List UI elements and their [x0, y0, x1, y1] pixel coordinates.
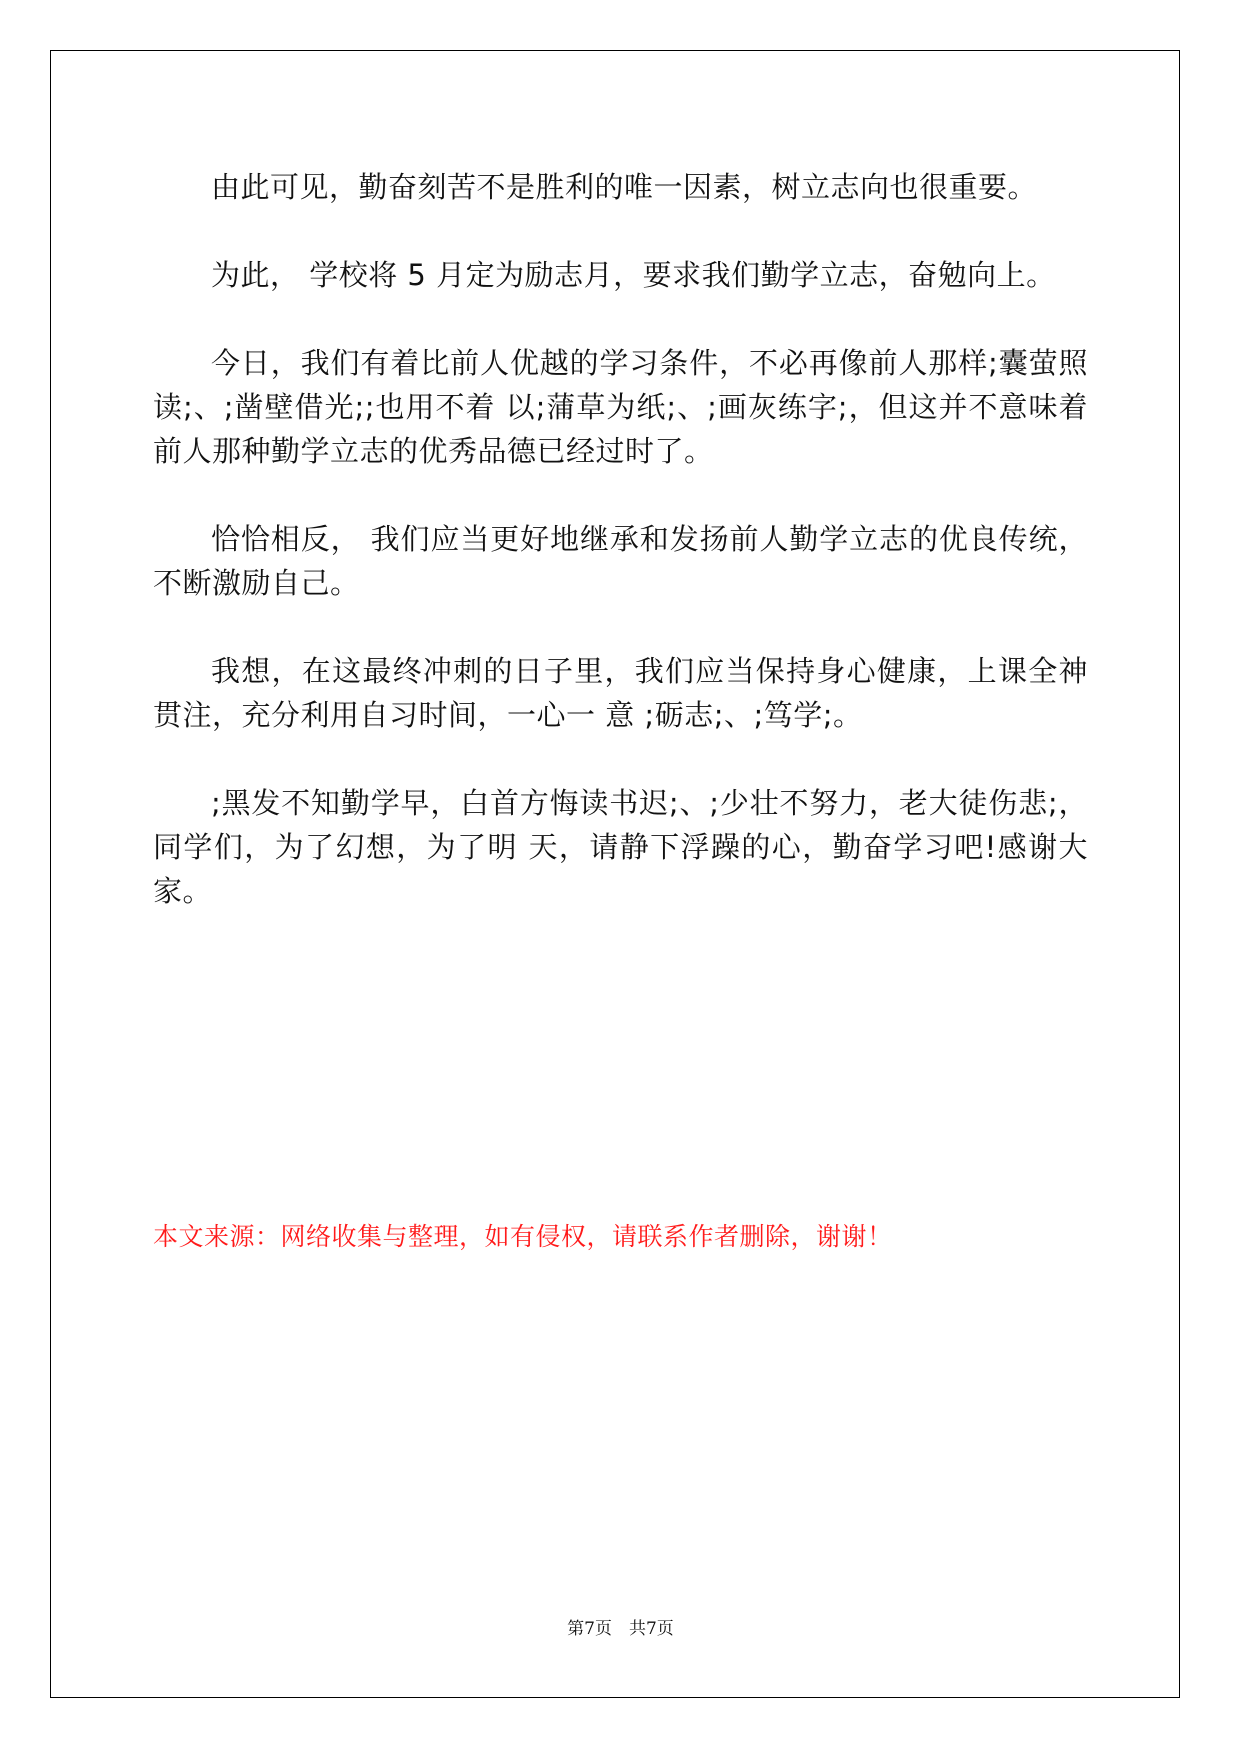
page-footer: 第7页 共7页 [567, 1619, 674, 1639]
document-body [153, 165, 1088, 957]
paragraph: 今日，我们有着比前人优越的学习条件，不必再像前人那样;囊萤照读;、;凿壁借光;;也用不着 以;蒲草为纸;、;画灰练字;，但这并不意味着前人那种勤学立志的优秀品德已经过时了。 [153, 346, 1088, 468]
paragraph: 我想，在这最终冲刺的日子里，我们应当保持身心健康，上课全神贯注，充分利用自习时间，一心一 意 ;砺志;、;笃学;。 [153, 654, 1088, 732]
source-note: 本文来源：网络收集与整理，如有侵权，请联系作者删除，谢谢！ [153, 1222, 893, 1251]
paragraph: ;黑发不知勤学早，白首方悔读书迟;、;少壮不努力，老大徒伤悲;，同学们，为了幻想，为了明 天，请静下浮躁的心，勤奋学习吧!感谢大家。 [153, 786, 1088, 908]
paragraph: 恰恰相反， 我们应当更好地继承和发扬前人勤学立志的优良传统，不断激励自己。 [153, 522, 1088, 600]
paragraph: 由此可见，勤奋刻苦不是胜利的唯一因素，树立志向也很重要。 [211, 170, 1038, 204]
paragraph: 为此， 学校将 5 月定为励志月，要求我们勤学立志，奋勉向上。 [211, 258, 1056, 292]
